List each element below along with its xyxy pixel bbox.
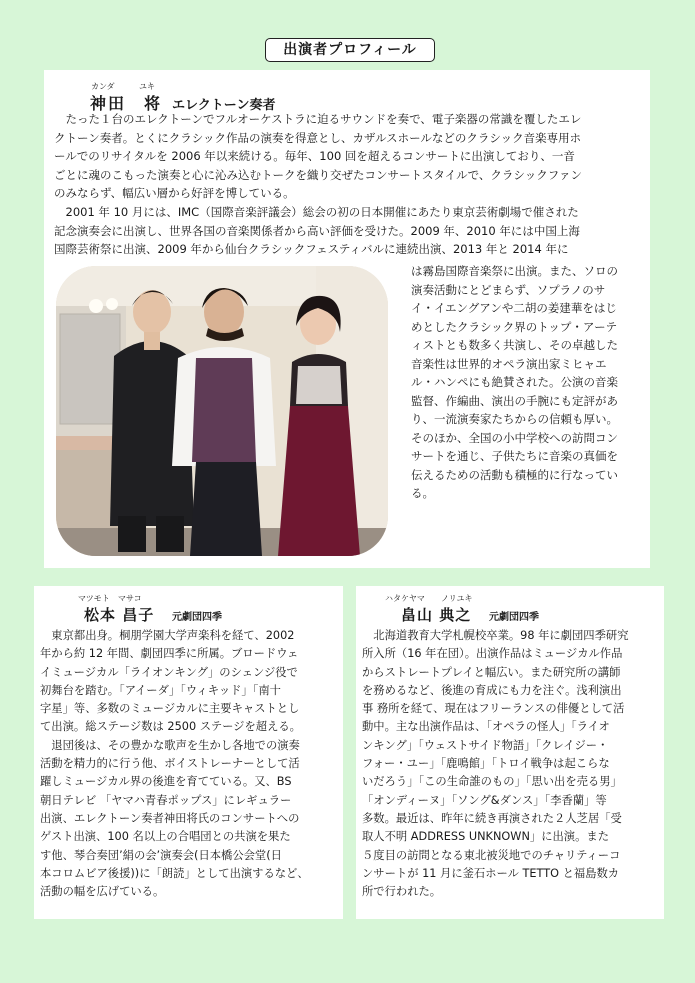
text-line: 監督、作編曲、演出の手腕にも定評があ [411,393,618,408]
main-bio-paragraph-1 [54,110,582,203]
text-line: 躍しミュージカル界の後進を育てている。又、BS [40,775,292,789]
main-performer-name: 神田 将 [90,94,163,113]
text-line: 活動を精力的に行う他、ボイストレーナーとして活 [40,757,300,771]
text-line: を務めるなど、後進の育成にも力を注ぐ。浅利演出 [362,683,622,697]
text-line: からストレートプレイと幅広い。また研究所の講師 [362,665,621,679]
text-line: ンサートが 11 月に釜石ホール TETTO と福島数カ [362,866,620,880]
text-line: 活動の幅を広げている。 [40,885,165,899]
text-line: 取人不明 ADDRESS UNKNOWN」に出演。また [362,830,609,844]
p2-role: 元劇団四季 [489,612,539,623]
p2-name: 畠山 典之 [401,606,472,624]
text-line: 多数。最近は、昨年に続き再演された２人芝居「受 [362,811,622,825]
text-line: 「オンディーヌ」「ソング&ダンス」「李香蘭」等 [362,793,607,807]
text-line: めとしたクラシック界のトップ・アーテ [411,319,618,334]
text-line: 記念演奏会に出演し、世界各国の音楽関係者から高い評価を受けた。2009 年、2010 年には中国上海 [54,223,580,238]
text-line: いだろう」「この生命誰のもの」「思い出を売る男」 [362,775,622,789]
text-line: 朝日テレビ 「ヤマハ青春ポップス」にレギュラー [40,793,292,807]
text-line: 本コロムビア後援))に「朗読」として出演するなど、 [40,866,309,880]
text-line: サートを通じ、子供たちに音楽の真価を [411,449,618,463]
text-line: は霧島国際音楽祭に出演。また、ソロの [411,264,618,278]
text-line: ィストとも数多く共演し、その卓越した [411,338,618,352]
p1-ruby-family: マツモト [78,594,110,603]
text-line: ル・ハンペにも絶賛された。公演の音楽 [411,375,618,389]
text-line: 北海道教育大学札幌校卒業。98 年に劇団四季研究 [362,629,629,642]
p2-ruby-family: ハタケヤマ [385,594,425,603]
text-line: のみならず、幅広い層から好評を博している。 [54,186,295,200]
text-line: て出演。総ステージ数は 2500 ステージを超える。 [40,720,301,734]
text-line: 国際芸術祭に出演、2009 年から仙台クラシックフェスティバルに連続出演、2013 年と 2014 年に [54,242,569,256]
p2-bio [362,627,629,901]
main-ruby-family: カンダ [91,82,115,91]
text-line: そのほか、全国の小中学校への訪問コン [411,430,618,445]
p1-ruby-given: マサコ [118,594,142,603]
text-line: 退団後は、その豊かな歌声を生かし各地での演奏 [40,738,300,752]
text-line: たった１台のエレクトーンでフルオーケストラに迫るサウンドを奏で、電子楽器の常識を覆したエレ [54,112,582,126]
text-line: 初舞台を踏む。「アイーダ」「ウィキッド」「南十 [40,683,281,697]
text-line: り、一流演奏家たちからの信頼も厚い。 [411,412,618,426]
text-line: 所で行われた。 [362,885,442,899]
text-line: クトーン奏者。とくにクラシック作品の演奏を得意とし、カザルスホールなどのクラシック音楽専用ホ [54,130,582,145]
text-line: 年から約 12 年間、劇団四季に所属。ブロードウェ [40,647,299,661]
text-line: 伝えるための活動も積極的に行なってい [411,467,618,482]
text-line: す他、琴合奏団’絹の会’演奏会(日本橋公会堂(日 [40,848,282,862]
text-line: 出演、エレクトーン奏者神田将氏のコンサートへの [40,811,300,825]
text-line: 演奏活動にとどまらず、ソプラノのサ [411,282,606,297]
main-performer-role: エレクトーン奏者 [172,98,276,113]
main-bio-paragraph-3 [411,262,618,503]
text-line: イミュージカル「ライオンキング」のシェンジ役で [40,665,298,679]
text-line: ごとに魂のこもった演奏と心に沁み込むトークを織り交ぜたコンサートスタイルで、クラシックファン [54,167,582,182]
text-line: ンキング」「ウェストサイド物語」「クレイジー・ [362,738,609,752]
text-line: フォー・ユー」「鹿鳴館」「トロイ戦争は起こらな [362,757,610,771]
page-heading: 出演者プロフィール [265,38,435,62]
main-ruby-given: ユキ [139,82,155,91]
text-line: 字星」等、多数のミュージカルに主要キャストとし [40,702,300,716]
p2-ruby-given: ノリユキ [441,594,473,603]
text-line: 事 務所を経て、現在はフリーランスの俳優として活 [362,702,625,716]
performers-photo [56,266,388,556]
text-line: イ・イエングアンや二胡の姜建華をはじ [411,301,617,315]
text-line: 動中。主な出演作品は、「オペラの怪人」「ライオ [362,720,610,734]
main-bio-paragraph-2 [54,203,580,259]
p1-role: 元劇団四季 [172,612,222,623]
p1-bio [40,627,309,901]
text-line: 所入所（16 年在団）。出演作品はミュージカル作品 [362,647,623,661]
text-line: 2001 年 10 月には、IMC（国際音楽評議会）総会の初の日本開催にあたり東京芸術劇場で催された [54,205,579,219]
text-line: る。 [411,486,434,500]
text-line: ールでのリサイタルを 2006 年以来続ける。毎年、100 回を超えるコンサートに出演しており、一音 [54,149,575,163]
text-line: ５度目の訪問となる東北被災地でのチャリティーコ [362,848,621,862]
text-line: 音楽性は世界的オペラ演出家ミヒャエ [411,356,607,371]
p1-name: 松本 昌子 [84,606,155,624]
text-line: ゲスト出演、100 名以上の合唱団との共演を果た [40,830,291,844]
text-line: 東京都出身。桐朋学園大学声楽科を経て、2002 [40,629,295,642]
